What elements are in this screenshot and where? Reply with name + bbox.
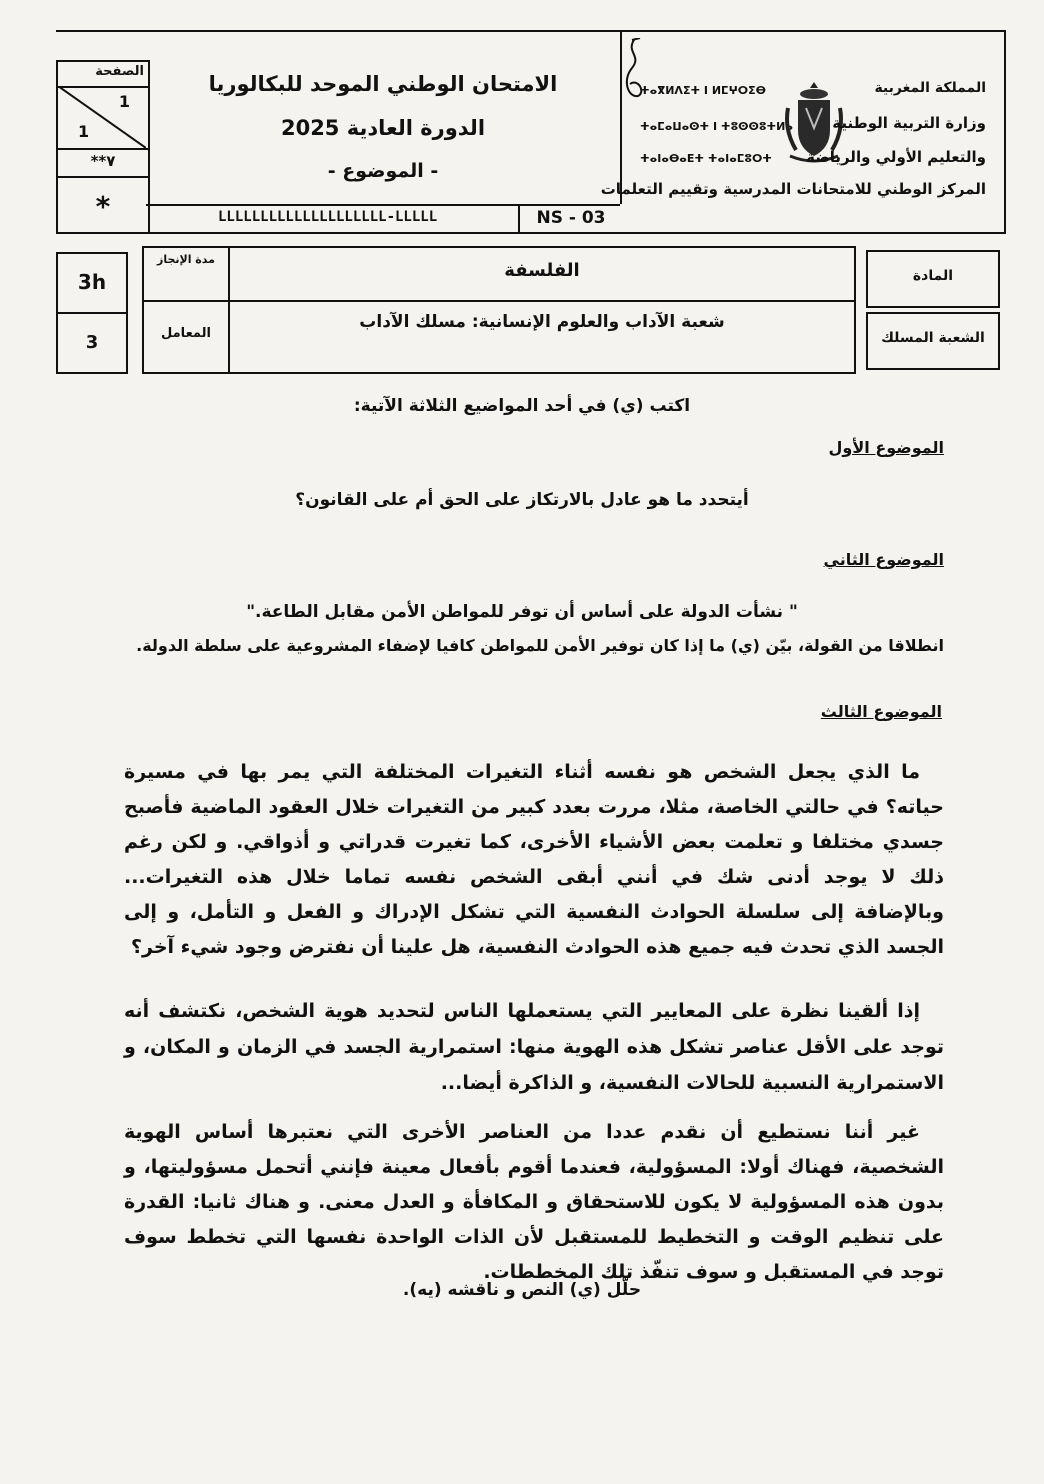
duration-label: مدة الإنجاز	[157, 253, 215, 266]
text-paragraph-3: غير أننا نستطيع أن نقدم عددا من العناصر الأخرى التي نعتبرها أساس الهوية الشخصية، فهناك أولا: المسؤولية، فعندما أقوم بأفعال معينة فإنني أتحمل مسؤوليتها، و بدون هذه المسؤولية لا يكون للاستحقاق و المكافأة و العدل معنى. و هناك ثانيا: القدرة على تنظيم الوقت و التخطيط للمستقبل لأن الذات الواحدة نفسها التي تخطط سوف توجد في المستقبل و سوف تنفّذ تلك المخططات.	[124, 1121, 944, 1283]
coef-label: المعامل	[161, 326, 211, 341]
text-paragraph-1: ما الذي يجعل الشخص هو نفسه أثناء التغيرات المختلفة التي يمر بها في مسيرة حياته؟ في حالتي الخاصة، مثلا، مررت بعدد كبير من التغيرات خلال العقود الماضية فأصبح جسدي مختلفا و تعلمت بعض الأشياء الأخرى، كما تغيرت قدراتي و أذواقي. و لكن رغم ذلك لا يوجد أدنى شك في أنني أبقى الشخص نفسه تماما خلال هذه التغيرات... وبالإضافة إلى سلسلة الحوادث النفسية التي تشكل الإدراك و الفعل و التأمل، و إلى الجسد الذي تحدث فيه جميع هذه الحوادث النفسية، هل علينا أن نفترض وجود شيء آخر؟	[124, 761, 944, 958]
topic1-title: الموضوع الأول	[828, 438, 944, 457]
subject-label-box	[866, 250, 1000, 308]
duration-value-box	[56, 252, 128, 314]
subject-value: الفلسفة	[504, 260, 580, 281]
branch-value: شعبة الآداب والعلوم الإنسانية: مسلك الآداب	[359, 312, 725, 332]
duration-value: 3h	[77, 270, 107, 294]
ministry-signature-icon	[618, 38, 648, 108]
page-number-box	[56, 60, 150, 232]
code-row	[146, 204, 620, 232]
code-a: **٧	[90, 152, 116, 170]
kingdom-name: المملكة المغربية	[874, 80, 986, 96]
coef-value: 3	[85, 332, 99, 353]
topic2-title: الموضوع الثاني	[823, 550, 944, 569]
topic1-question: أيتحدد ما هو عادل بالارتكاز على الحق أم على القانون؟	[295, 490, 749, 510]
page-current: 1	[118, 92, 130, 111]
star-mark: *	[95, 190, 111, 223]
page-total: 1	[78, 122, 90, 141]
instruction: اكتب (ي) في أحد المواضيع الثلاثة الآتية:	[353, 396, 691, 416]
topic2-quote: " نشأت الدولة على أساس أن توفر للمواطن الأمن مقابل الطاعة."	[246, 602, 798, 622]
coef-value-box	[56, 312, 128, 374]
session-title: الدورة العادية 2025	[280, 116, 486, 140]
subject-label: المادة	[912, 268, 954, 284]
ministry-line-2: والتعليم الأولي والرياضة	[806, 148, 986, 166]
page-label: الصفحة	[95, 64, 144, 79]
exam-title: الامتحان الوطني الموحد للبكالوريا	[208, 72, 558, 96]
subject-info-box	[142, 246, 856, 374]
tifinagh-line-1: ⵜⴰⴳⵍⴷⵉⵜ ⵏ ⵍⵎⵖⵔⵉⴱ	[640, 84, 767, 97]
barcode-text: LLLLLLLLLLLLLLLLLLLL-LLLLL	[218, 209, 438, 225]
page-diagonal	[58, 86, 146, 148]
subject-word: - الموضوع -	[327, 160, 439, 182]
branch-label: الشعبة المسلك	[881, 330, 985, 346]
topic2-question: انطلاقا من القولة، بيّن (ي) ما إذا كان توفير الأمن للمواطن كافيا لإضفاء المشروعية على سلطة الدولة.	[136, 636, 944, 655]
text-paragraph-2: إذا ألقينا نظرة على المعايير التي يستعملها الناس لتحديد هوية الشخص، نكتشف أنه توجد على الأقل عناصر تشكل هذه الهوية منها: استمرارية الجسد في الزمان و المكان، و الاستمرارية النسبية للحالات النفسية، و الذاكرة أيضا...	[124, 1000, 944, 1094]
ns-code-box	[518, 206, 622, 232]
ministry-line-1: وزارة التربية الوطنية	[832, 114, 986, 132]
tifinagh-line-2: ⵜⴰⵎⴰⵡⴰⵙⵜ ⵏ ⵜⵓⵙⵙⵓⵜⵍⴰ	[640, 120, 793, 133]
branch-label-box	[866, 312, 1000, 370]
ns-code: NS - 03	[536, 208, 606, 228]
tifinagh-line-3: ⵜⴰⵏⴰⴱⴰⴹⵜ ⵜⴰⵏⴰⵎⵓⵔⵜ	[640, 152, 772, 165]
topic3-title: الموضوع الثالث	[820, 702, 942, 721]
text-task: حلّل (ي) النص و ناقشه (يه).	[402, 1280, 642, 1300]
center-name: المركز الوطني للامتحانات المدرسية وتقييم التعلمات	[600, 180, 986, 198]
exam-title-box	[146, 30, 622, 204]
